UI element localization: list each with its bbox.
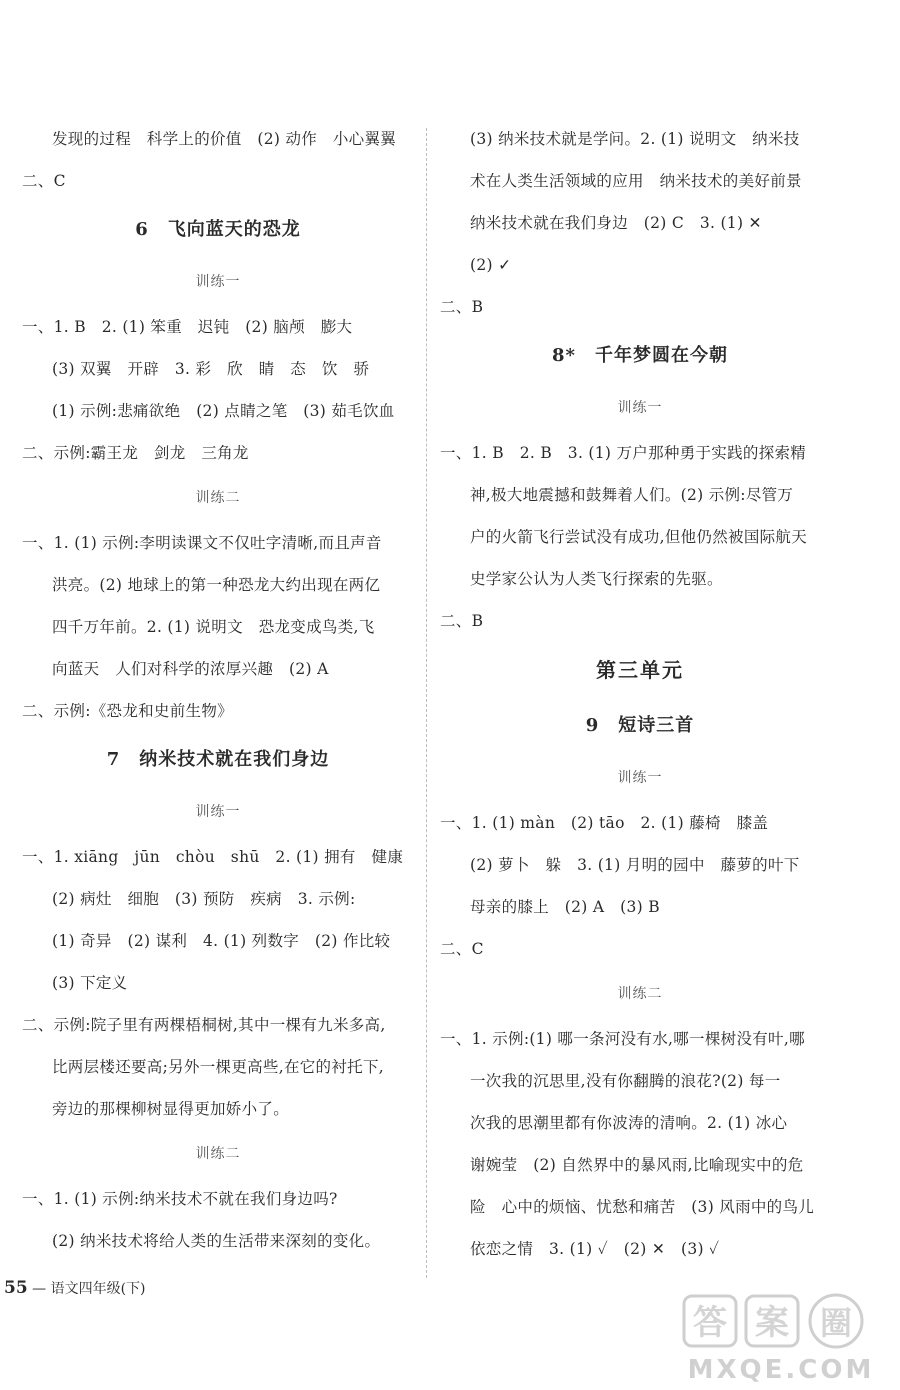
answer-line: (2) 纳米技术将给人类的生活带来深刻的变化。: [52, 1232, 381, 1250]
answer-line: 向蓝天 人们对科学的浓厚兴趣 (2) A: [52, 660, 329, 678]
right-column: [440, 118, 840, 1270]
exercise-subheading: 训练二: [195, 490, 241, 506]
answer-line: 史学家公认为人类飞行探索的先驱。: [470, 570, 723, 588]
answer-line: 洪亮。(2) 地球上的第一种恐龙大约出现在两亿: [52, 576, 381, 594]
answer-line: (2) 病灶 细胞 (3) 预防 疾病 3. 示例:: [52, 890, 356, 908]
answer-line: 纳米技术就在我们身边 (2) C 3. (1) ✕: [470, 214, 762, 232]
exercise-subheading: 训练一: [617, 770, 663, 786]
answer-line: 谢婉莹 (2) 自然界中的暴风雨,比喻现实中的危: [470, 1156, 804, 1174]
answer-line: 一、1. 示例:(1) 哪一条河没有水,哪一棵树没有叶,哪: [440, 1030, 805, 1048]
svg-text:圈: 圈: [819, 1304, 853, 1342]
answer-line: 四千万年前。2. (1) 说明文 恐龙变成鸟类,飞: [52, 618, 375, 636]
answer-line: 二、B: [440, 612, 484, 630]
answer-line: 比两层楼还要高;另外一棵更高些,在它的衬托下,: [52, 1058, 384, 1076]
lesson-heading: 8* 千年梦圆在今朝: [552, 345, 728, 366]
answer-line: 一、1. (1) 示例:纳米技术不就在我们身边吗?: [22, 1190, 338, 1208]
answer-line: (2) ✓: [470, 256, 512, 274]
svg-text:答: 答: [693, 1303, 727, 1343]
answer-line: 户的火箭飞行尝试没有成功,但他仍然被国际航天: [470, 528, 808, 546]
answer-line: (1) 示例:悲痛欲绝 (2) 点睛之笔 (3) 茹毛饮血: [52, 402, 395, 420]
answer-line: (3) 双翼 开辟 3. 彩 欣 睛 态 饮 骄: [52, 360, 370, 378]
answer-line: 二、示例:霸王龙 剑龙 三角龙: [22, 444, 249, 462]
answer-line: 二、示例:院子里有两棵梧桐树,其中一棵有九米多高,: [22, 1016, 386, 1034]
answer-line: 发现的过程 科学上的价值 (2) 动作 小心翼翼: [52, 130, 397, 148]
book-title: 语文四年级(下): [50, 1281, 146, 1297]
left-column: [22, 118, 414, 1262]
footer-dash: —: [32, 1281, 47, 1297]
answer-line: 依恋之情 3. (1) ✓ (2) ✕ (3) ✓: [470, 1240, 720, 1258]
answer-line: 二、C: [22, 172, 66, 190]
exercise-subheading: 训练二: [617, 986, 663, 1002]
answer-line: 术在人类生活领域的应用 纳米技术的美好前景: [470, 172, 802, 190]
watermark-logo: [676, 1290, 886, 1386]
column-divider: [426, 128, 427, 1278]
exercise-subheading: 训练一: [195, 274, 241, 290]
exercise-subheading: 训练一: [617, 400, 663, 416]
exercise-subheading: 训练二: [195, 1146, 241, 1162]
answer-line: 二、B: [440, 298, 484, 316]
answer-line: 一、1. B 2. B 3. (1) 万户那种勇于实践的探索精: [440, 444, 807, 462]
answer-line: 一、1. (1) 示例:李明读课文不仅吐字清晰,而且声音: [22, 534, 382, 552]
lesson-heading: 9 短诗三首: [585, 715, 695, 736]
answer-line: 旁边的那棵柳树显得更加娇小了。: [52, 1100, 290, 1118]
answer-line: (3) 纳米技术就是学问。2. (1) 说明文 纳米技: [470, 130, 800, 148]
answer-line: (3) 下定义: [52, 974, 128, 992]
exercise-subheading: 训练一: [195, 804, 241, 820]
answer-line: 二、示例:《恐龙和史前生物》: [22, 702, 233, 720]
answer-line: (1) 奇异 (2) 谋利 4. (1) 列数字 (2) 作比较: [52, 932, 391, 950]
svg-text:案: 案: [755, 1303, 789, 1343]
unit-heading: 第三单元: [596, 658, 684, 682]
answer-line: 险 心中的烦恼、忧愁和痛苦 (3) 风雨中的鸟儿: [470, 1198, 815, 1216]
answer-line: 一、1. xiāng jūn chòu shū 2. (1) 拥有 健康: [22, 848, 404, 866]
answer-line: (2) 萝卜 躲 3. (1) 月明的园中 藤萝的叶下: [470, 856, 800, 874]
svg-text:MXQE.COM: MXQE.COM: [687, 1355, 875, 1385]
answer-line: 神,极大地震撼和鼓舞着人们。(2) 示例:尽管万: [470, 486, 794, 504]
lesson-heading: 6 飞向蓝天的恐龙: [135, 219, 301, 240]
answer-line: 母亲的膝上 (2) A (3) B: [470, 898, 660, 916]
page-footer: [4, 1278, 146, 1298]
page-number: 55: [4, 1278, 28, 1298]
answer-line: 次我的思潮里都有你波涛的清响。2. (1) 冰心: [470, 1114, 788, 1132]
answer-line: 一次我的沉思里,没有你翻腾的浪花?(2) 每一: [470, 1072, 781, 1090]
lesson-heading: 7 纳米技术就在我们身边: [106, 749, 330, 770]
answer-line: 一、1. (1) màn (2) tāo 2. (1) 藤椅 膝盖: [440, 814, 769, 832]
answer-line: 二、C: [440, 940, 484, 958]
answer-line: 一、1. B 2. (1) 笨重 迟钝 (2) 脑颅 膨大: [22, 318, 353, 336]
